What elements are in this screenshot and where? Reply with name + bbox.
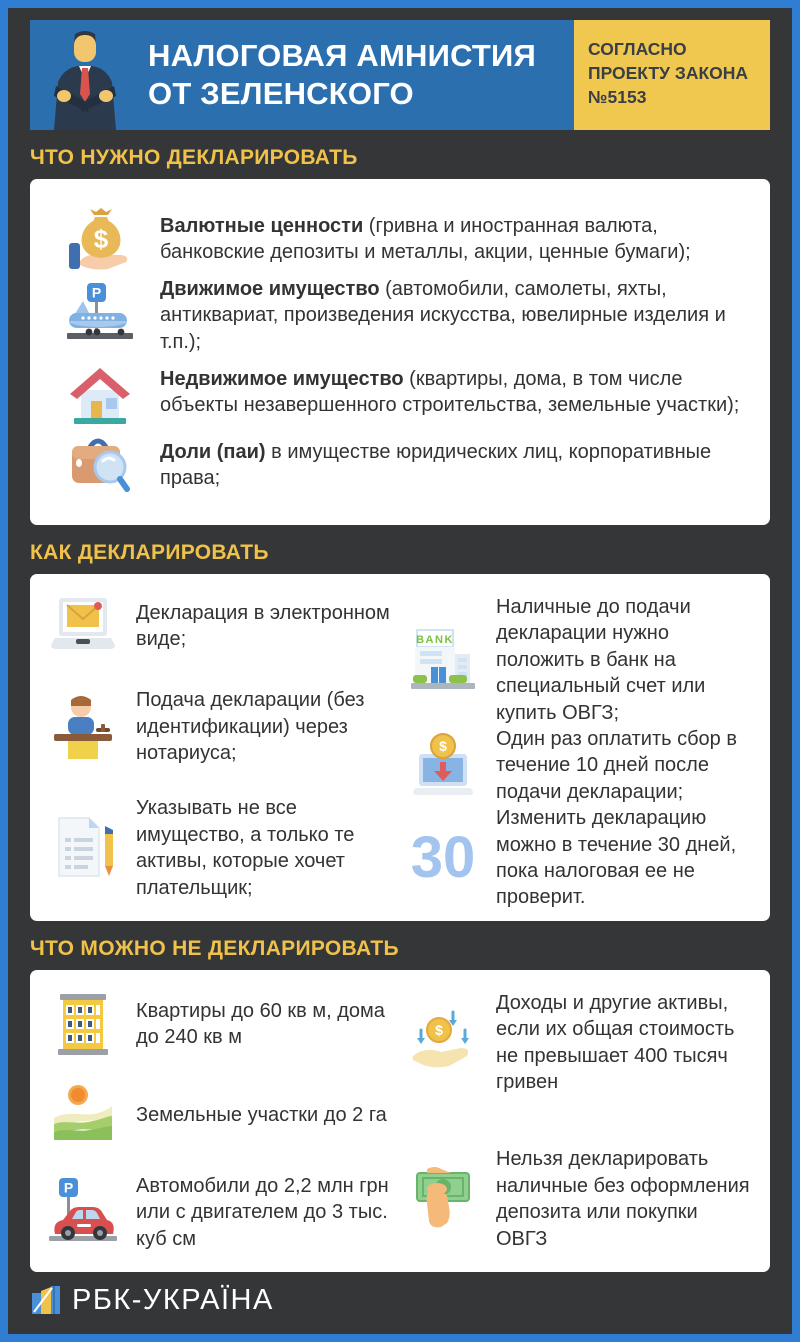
list-item: [40, 1082, 400, 1148]
svg-text:BANK: BANK: [416, 633, 454, 646]
svg-text:$: $: [439, 737, 447, 754]
svg-text:$: $: [435, 1021, 443, 1038]
list-item: [40, 795, 400, 901]
law-badge-line3: №5153: [588, 87, 647, 108]
item-text: Указывать не все имущество, а только те активы, которые хочет плательщик;: [136, 797, 355, 899]
page-title-line2: ОТ ЗЕЛЕНСКОГО: [148, 76, 414, 111]
list-item: [54, 203, 746, 275]
how-left-column: [40, 594, 400, 901]
list-item: [40, 1173, 400, 1252]
section-title-skip: ЧТО МОЖНО НЕ ДЕКЛАРИРОВАТЬ: [30, 937, 399, 960]
item-lead: Движимое имущество: [160, 277, 380, 300]
rbc-ukraine-logo: [32, 1286, 60, 1314]
list-item: [400, 726, 760, 805]
skip-right-column: [400, 990, 760, 1252]
item-text: [146, 276, 746, 355]
item-text: [146, 213, 746, 266]
apartment-building-icon: [40, 990, 126, 1058]
bank-icon: [400, 624, 486, 696]
page-title: [126, 37, 536, 113]
footer: [22, 1272, 778, 1334]
laptop-mail-icon: [40, 594, 126, 658]
svg-text:$: $: [93, 224, 109, 254]
list-item: [400, 1146, 760, 1252]
law-badge-line1: СОГЛАСНО: [588, 39, 687, 59]
list-item: [400, 805, 760, 911]
item-text: Наличные до подачи декларации нужно положить в банк на специальный счет или купить ОВГЗ;: [496, 596, 706, 724]
item-text: Один раз оплатить сбор в течение 10 дней после подачи декларации;: [496, 727, 737, 803]
list-item: [40, 687, 400, 766]
how-right-column: [400, 594, 760, 909]
item-lead: Валютные ценности: [160, 214, 364, 237]
brand-name: РБК-УКРАЇНА: [72, 1283, 274, 1316]
number-30: 30: [410, 824, 476, 890]
law-badge-line2: ПРОЕКТУ ЗАКОНА: [588, 63, 749, 84]
item-text: Нельзя декларировать наличные без оформления депозита или покупки ОВГЗ: [496, 1148, 750, 1250]
document-pen-icon: [40, 812, 126, 884]
list-item: [40, 990, 400, 1058]
item-rest: (квартиры, дома, в том числе объекты незавершенного строительства, земельные участки);: [160, 367, 740, 417]
list-item: [40, 594, 400, 658]
page-title-line1: НАЛОГОВАЯ АМНИСТИЯ: [148, 38, 537, 74]
businessman-icon: [44, 20, 126, 130]
card-declare: [30, 179, 770, 525]
svg-text:P: P: [91, 284, 102, 301]
item-text: Изменить декларацию можно в течение 30 дней, пока налоговая ее не проверит.: [496, 807, 737, 909]
laptop-pay-icon: [400, 732, 486, 800]
item-text: Земельные участки до 2 га: [136, 1104, 387, 1127]
list-item: [400, 990, 760, 1096]
item-text: [146, 439, 746, 492]
header-panel: [30, 20, 574, 130]
item-rest: (автомобили, самолеты, яхты, антиквариат, произведения искусства, ювелирные изделия и т.п.);: [160, 277, 726, 353]
item-text: [146, 366, 746, 419]
list-item: [400, 594, 760, 726]
money-bag-icon: [54, 203, 146, 275]
header: [30, 20, 770, 130]
notary-icon: [40, 692, 126, 762]
item-rest: (гривна и иностранная валюта, банковские депозиты и металлы, акции, ценные бумаги);: [160, 214, 691, 263]
item-text: Квартиры до 60 кв м, дома до 240 кв м: [136, 999, 385, 1048]
briefcase-search-icon: [54, 429, 146, 501]
item-lead: Недвижимое имущество: [160, 367, 404, 390]
airplane-icon: [54, 279, 146, 353]
hand-banknote-icon: [400, 1163, 486, 1235]
svg-text:P: P: [63, 1179, 74, 1196]
list-item: [54, 276, 746, 355]
section-title-declare: ЧТО НУЖНО ДЕКЛАРИРОВАТЬ: [30, 146, 358, 169]
land-icon: [40, 1082, 126, 1148]
list-item: [54, 429, 746, 501]
card-skip: [30, 970, 770, 1272]
card-how: [30, 574, 770, 921]
hand-coin-icon: [400, 1008, 486, 1078]
item-rest: в имуществе юридических лиц, корпоративные права;: [160, 440, 712, 489]
law-badge: [574, 20, 770, 130]
skip-left-column: [40, 990, 400, 1252]
list-item: [54, 356, 746, 428]
section-title-how: КАК ДЕКЛАРИРОВАТЬ: [30, 541, 269, 564]
item-text: Подача декларации (без идентификации) через нотариуса;: [136, 689, 365, 764]
item-text: Доходы и другие активы, если их общая стоимость не превышает 400 тысяч гривен: [496, 992, 735, 1094]
item-text: Автомобили до 2,2 млн грн или с двигателем до 3 тыс. куб см: [136, 1174, 389, 1250]
item-lead: Доли (паи): [160, 440, 266, 463]
house-icon: [54, 356, 146, 428]
car-icon: [40, 1176, 126, 1248]
item-text: Декларация в электронном виде;: [136, 601, 390, 650]
